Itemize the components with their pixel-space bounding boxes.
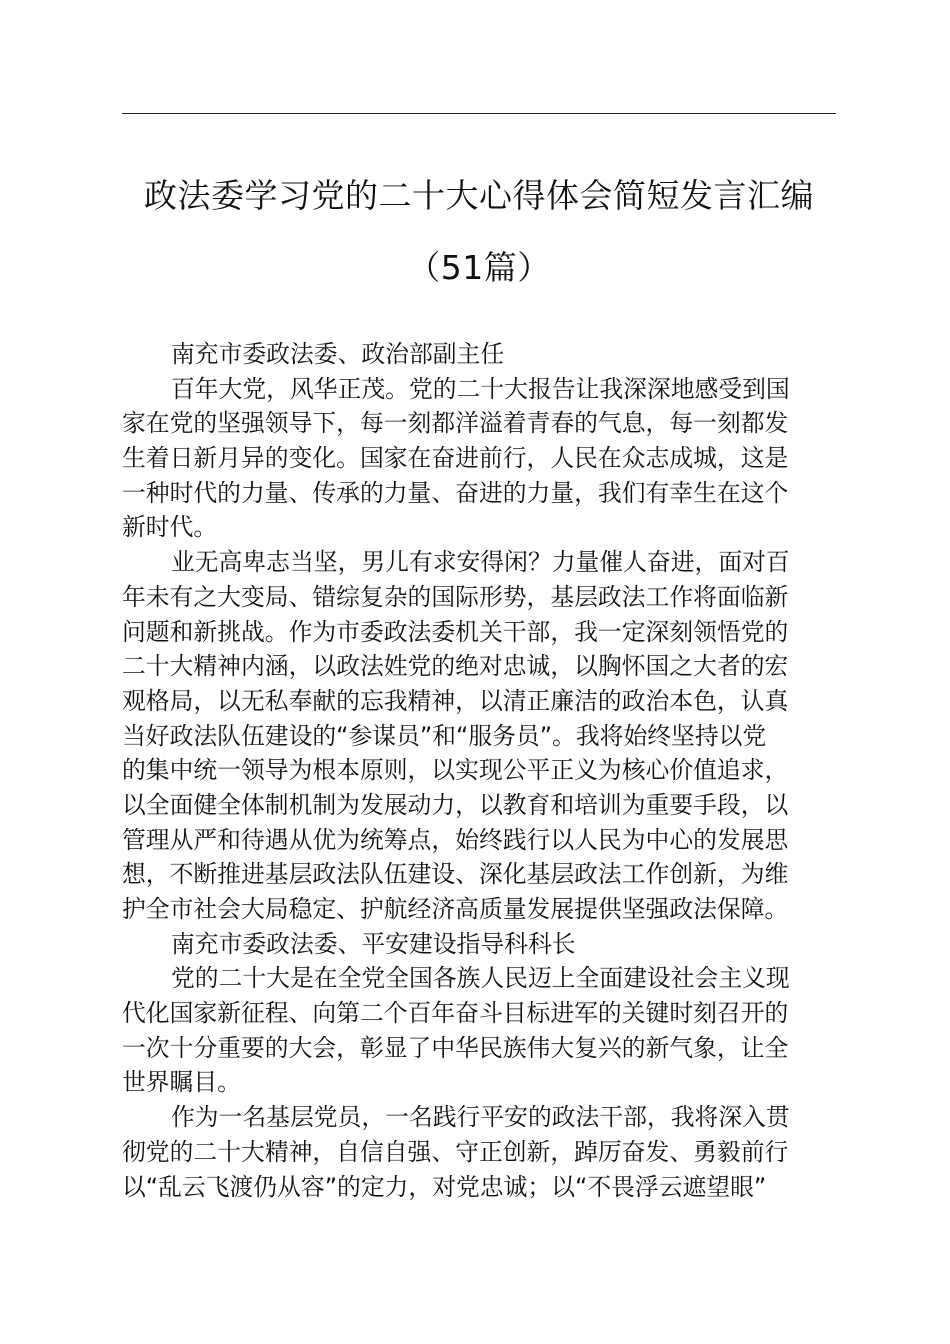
body-line: 二十大精神内涵，以政法姓党的绝对忠诚，以胸怀国之大者的宏 bbox=[122, 652, 789, 681]
body-line: 护全市社会大局稳定、护航经济高质量发展提供坚强政法保障。 bbox=[122, 895, 789, 923]
body-line: 南充市委政法委、平安建设指导科科长 bbox=[171, 929, 576, 958]
body-line: 党的二十大是在全党全国各族人民迈上全面建设社会主义现 bbox=[171, 964, 790, 993]
body-line: 业无高卑志当坚，男儿有求安得闲？力量催人奋进，面对百 bbox=[171, 548, 790, 577]
body-line: 管理从严和待遇从优为统筹点，始终践行以人民为中心的发展思 bbox=[122, 825, 789, 854]
body-line: 百年大党，风华正茂。党的二十大报告让我深深地感受到国 bbox=[171, 374, 790, 403]
body-line: 南充市委政法委、政治部副主任 bbox=[171, 340, 505, 368]
body-line: 家在党的坚强领导下，每一刻都洋溢着青春的气息，每一刻都发 bbox=[122, 409, 789, 438]
body-line: 彻党的二十大精神，自信自强、守正创新，踔厉奋发、勇毅前行 bbox=[122, 1137, 789, 1166]
body-line: 的集中统一领导为根本原则，以实现公平正义为核心价值追求， bbox=[122, 756, 789, 785]
document-title: 政法委学习党的二十大心得体会简短发言汇编 bbox=[144, 176, 814, 215]
body-line: 观格局，以无私奉献的忘我精神，以清正廉洁的政治本色，认真 bbox=[122, 686, 789, 715]
body-line: 作为一名基层党员，一名践行平安的政法干部，我将深入贯 bbox=[171, 1103, 790, 1132]
document-body bbox=[122, 337, 836, 1204]
body-line: 当好政法队伍建设的“参谋员”和“服务员”。我将始终坚持以党 bbox=[122, 721, 767, 750]
header-rule bbox=[122, 113, 836, 114]
document-subtitle-count: （51篇） bbox=[407, 248, 551, 287]
body-line: 新时代。 bbox=[122, 513, 218, 542]
body-line: 问题和新挑战。作为市委政法委机关干部，我一定深刻领悟党的 bbox=[122, 617, 789, 646]
body-line: 代化国家新征程、向第二个百年奋斗目标进军的关键时刻召开的 bbox=[122, 999, 789, 1028]
body-line: 想，不断推进基层政法队伍建设、深化基层政法工作创新，为维 bbox=[122, 860, 789, 889]
body-line: 世界瞩目。 bbox=[122, 1068, 241, 1097]
body-line: 年未有之大变局、错综复杂的国际形势，基层政法工作将面临新 bbox=[122, 582, 789, 611]
body-line: 生着日新月异的变化。国家在奋进前行，人民在众志成城，这是 bbox=[122, 444, 789, 473]
body-line: 一次十分重要的大会，彰显了中华民族伟大复兴的新气象，让全 bbox=[122, 1033, 789, 1062]
body-line: 一种时代的力量、传承的力量、奋进的力量，我们有幸生在这个 bbox=[122, 478, 789, 507]
body-line: 以“乱云飞渡仍从容”的定力，对党忠诚；以“不畏浮云遮望眼” bbox=[122, 1172, 767, 1201]
body-line: 以全面健全体制机制为发展动力，以教育和培训为重要手段，以 bbox=[122, 790, 789, 819]
